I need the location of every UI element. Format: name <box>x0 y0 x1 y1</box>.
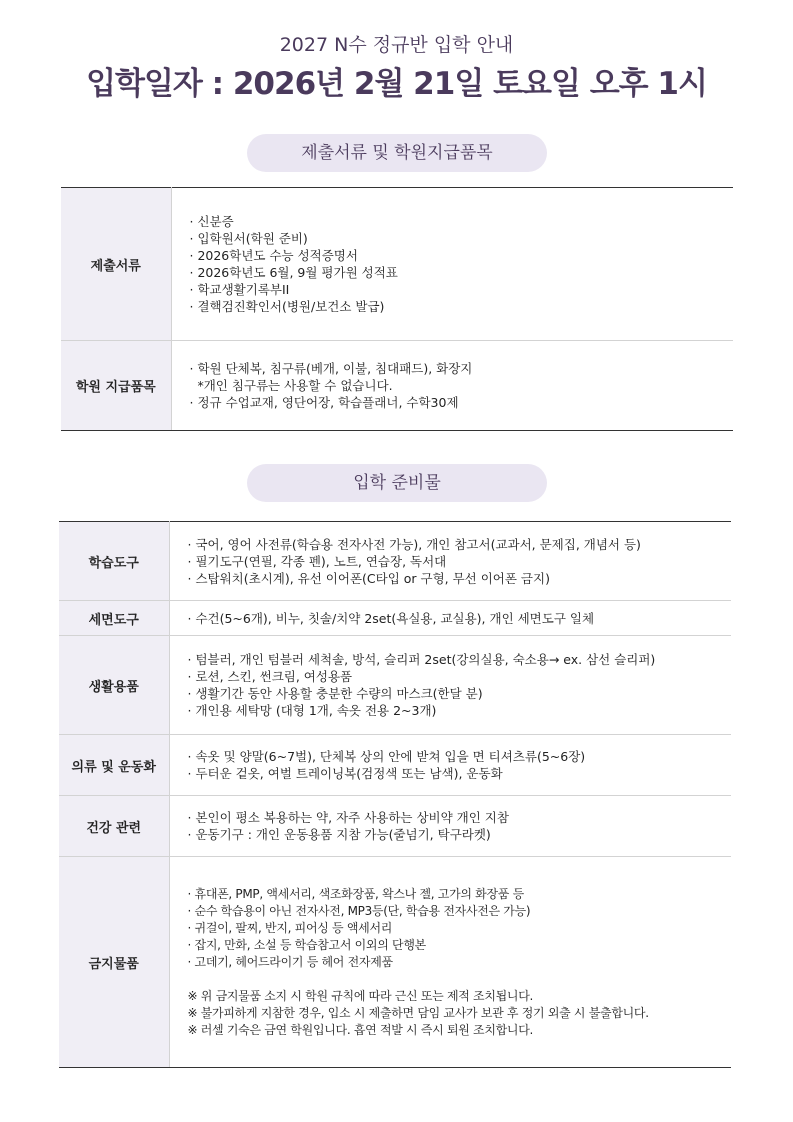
note: ※ 불가피하게 지참한 경우, 입소 시 제출하면 담임 교사가 보관 후 정기 외출 시 불출합니다. <box>187 1005 649 1020</box>
table-row <box>59 636 731 735</box>
row-content <box>169 601 731 636</box>
list-item: · 수건(5~6개), 비누, 칫솔/치약 2set(욕실용, 교실용), 개인 세면도구 일체 <box>187 610 595 626</box>
row-content <box>171 188 733 341</box>
list-item: · 필기도구(연필, 각종 펜), 노트, 연습장, 독서대 <box>187 553 447 569</box>
list-item: · 귀걸이, 팔찌, 반지, 피어싱 등 액세서리 <box>187 920 393 935</box>
table-row <box>59 857 731 1068</box>
table-row <box>59 522 731 601</box>
list-item: · 순수 학습용이 아닌 전자사전, MP3등(단, 학습용 전자사전은 가능) <box>187 903 531 918</box>
list-item: · 본인이 평소 복용하는 약, 자주 사용하는 상비약 개인 지참 <box>187 810 509 825</box>
supplies-table <box>59 521 731 1068</box>
note: ※ 위 금지물품 소지 시 학원 규칙에 따라 근신 또는 제적 조치됩니다. <box>187 988 534 1003</box>
row-label: 의류 및 운동화 <box>59 735 169 796</box>
list-item: · 입학원서(학원 준비) <box>189 231 308 246</box>
row-label: 학원 지급품목 <box>61 341 171 431</box>
spacer <box>188 971 732 988</box>
list-item: · 2026학년도 수능 성적증명서 <box>189 248 358 263</box>
page-title: 입학일자 : 2026년 2월 21일 토요일 오후 1시 <box>86 66 707 102</box>
list-item: · 로션, 스킨, 썬크림, 여성용품 <box>187 669 353 684</box>
list-item: · 국어, 영어 사전류(학습용 전자사전 가능), 개인 참고서(교과서, 문제집, 개념서 등) <box>187 536 641 552</box>
list-item: · 개인용 세탁망 (대형 1개, 속옷 전용 2~3개) <box>187 703 437 718</box>
list-item: · 잡지, 만화, 소설 등 학습참고서 이외의 단행본 <box>187 937 426 952</box>
table-row <box>59 735 731 796</box>
list-item: *개인 침구류는 사용할 수 없습니다. <box>189 378 393 393</box>
list-item: · 휴대폰, PMP, 액세서리, 색조화장품, 왁스나 젤, 고가의 화장품 등 <box>187 886 524 901</box>
row-label: 생활용품 <box>59 636 169 735</box>
table-row <box>61 341 733 431</box>
list-item: · 신분증 <box>189 214 234 229</box>
row-label: 세면도구 <box>59 601 169 636</box>
section-heading-supplies: 입학 준비물 <box>247 464 547 502</box>
row-label: 금지물품 <box>59 857 169 1068</box>
row-label: 건강 관련 <box>59 796 169 857</box>
row-content <box>171 341 733 431</box>
list-item: · 정규 수업교재, 영단어장, 학습플래너, 수학30제 <box>189 395 459 410</box>
list-item: · 학원 단체복, 침구류(베개, 이불, 침대패드), 화장지 <box>189 361 473 376</box>
row-content <box>169 636 731 735</box>
row-label: 학습도구 <box>59 522 169 601</box>
table-row <box>59 796 731 857</box>
note: ※ 러셀 기숙은 금연 학원입니다. 흡연 적발 시 즉시 퇴원 조치합니다. <box>187 1022 534 1037</box>
list-item: · 스탑워치(초시계), 유선 이어폰(C타입 or 구형, 무선 이어폰 금지) <box>187 570 550 586</box>
row-content <box>169 857 731 1068</box>
documents-table <box>61 187 733 431</box>
list-item: · 운동기구 : 개인 운동용품 지참 가능(줄넘기, 탁구라켓) <box>187 827 491 842</box>
page-subtitle: 2027 N수 정규반 입학 안내 <box>279 34 514 56</box>
row-content <box>169 522 731 601</box>
row-label: 제출서류 <box>61 188 171 341</box>
list-item: · 학교생활기록부II <box>189 282 290 297</box>
list-item: · 고데기, 헤어드라이기 등 헤어 전자제품 <box>187 954 393 969</box>
section-heading-documents: 제출서류 및 학원지급품목 <box>247 134 547 172</box>
list-item: · 속옷 및 양말(6~7벌), 단체복 상의 안에 받쳐 입을 면 티셔츠류(5~6장) <box>187 749 586 764</box>
list-item: · 결핵검진확인서(병원/보건소 발급) <box>189 299 385 314</box>
table-row <box>61 188 733 341</box>
list-item: · 생활기간 동안 사용할 충분한 수량의 마스크(한달 분) <box>187 686 483 701</box>
list-item: · 2026학년도 6월, 9월 평가원 성적표 <box>189 265 398 280</box>
row-content <box>169 796 731 857</box>
row-content <box>169 735 731 796</box>
table-row <box>59 601 731 636</box>
list-item: · 텀블러, 개인 텀블러 세척솔, 방석, 슬리퍼 2set(강의실용, 숙소용→ ex. 삼선 슬리퍼) <box>187 652 656 667</box>
list-item: · 두터운 겉옷, 여벌 트레이닝복(검정색 또는 남색), 운동화 <box>187 766 503 781</box>
